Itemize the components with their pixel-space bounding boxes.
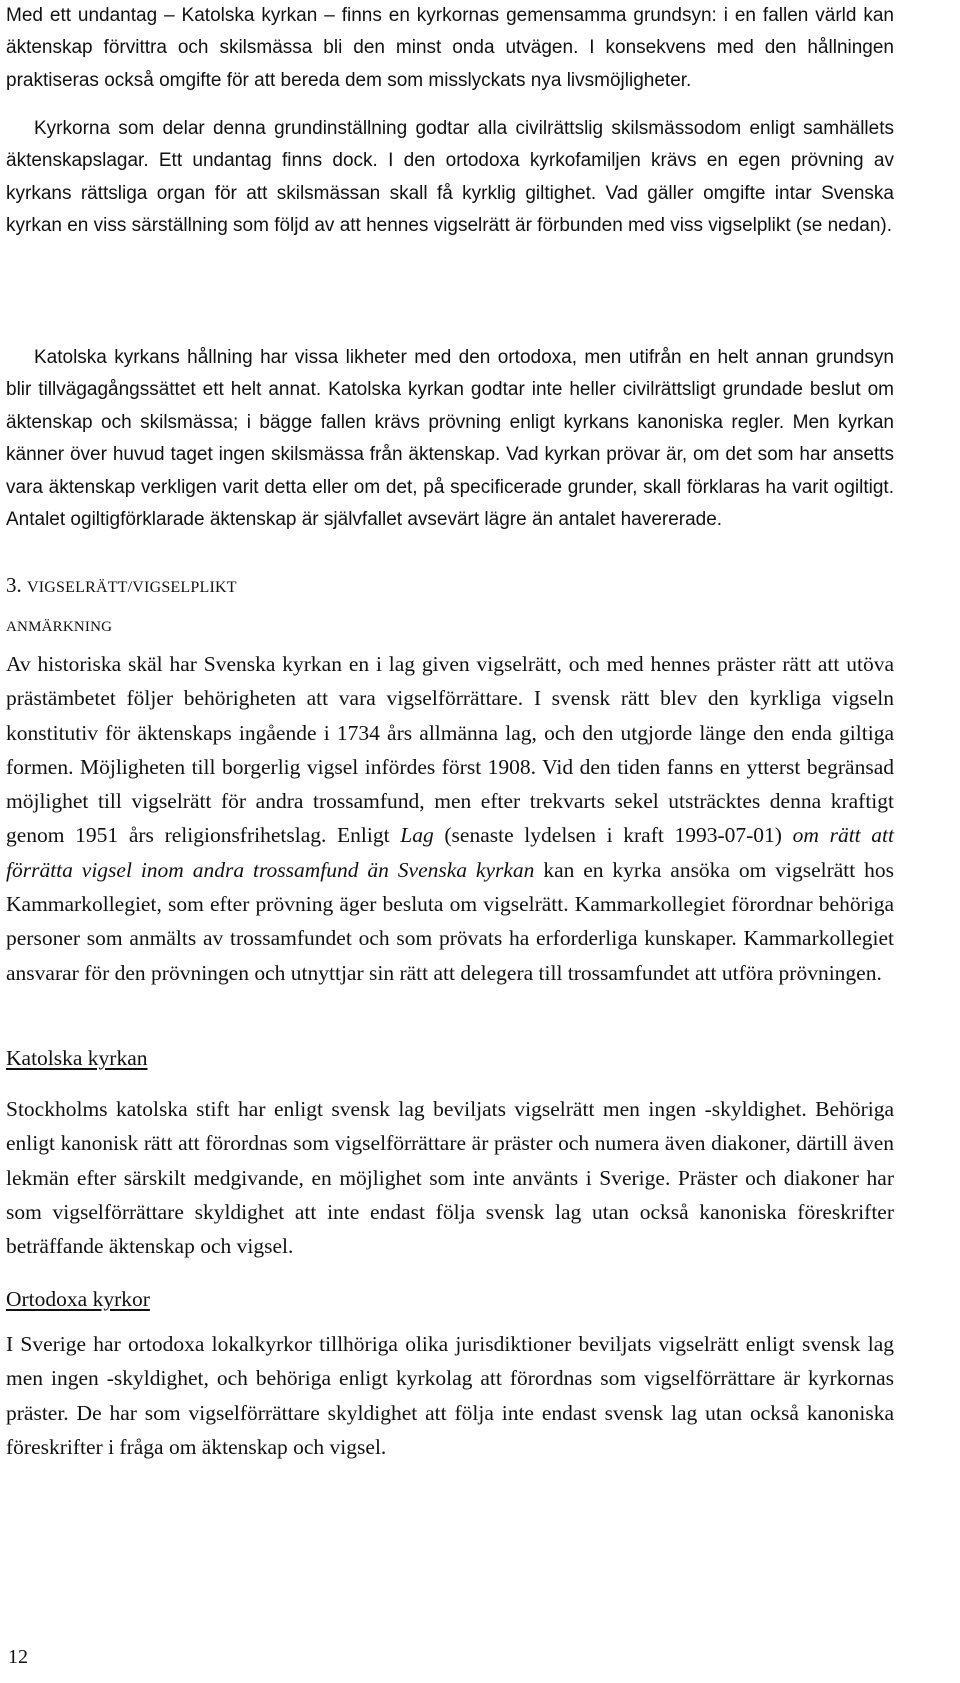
- paragraph-anmarkning: [6, 647, 894, 990]
- section-heading: [6, 573, 237, 598]
- note-label: ANMÄRKNING: [6, 619, 113, 635]
- paragraph-katolska-kyrkan: Stockholms katolska stift har enligt svensk lag beviljats vigselrätt men ingen -skyldighet. Behöriga enligt kanonisk rätt att förordnas som vigselförrättare är präster och numera även diakoner, därtill även lekmän efter särskilt medgivande, en möjlighet som inte använts i Sverige. Präster och diakoner har som vigselförrättare skyldighet att inte endast följa svensk lag utan också kanoniska föreskrifter beträffande äktenskap och vigsel.: [6, 1097, 894, 1259]
- anmarkning-text-3: kan en kyrka ansöka om vigselrätt hos Kammarkollegiet, som efter prövning äger besluta om vigselrätt. Kammarkollegiet förordnar behöriga personer som anmälts av trossamfundet och som prövats ha erforderliga kunskaper. Kammarkollegiet ansvarar för den prövningen och utnyttjar sin rätt att delegera till trossamfundet att utföra prövningen.: [6, 857, 894, 985]
- section-number: 3.: [6, 573, 22, 597]
- law-reference: Lag: [400, 823, 434, 848]
- section-title: VIGSELRÄTT/VIGSELPLIKT: [27, 579, 237, 596]
- anmarkning-text-1: Av historiska skäl har Svenska kyrkan en i lag given vigselrätt, och med hennes präster rätt att utöva prästämbetet följer behörigheten att vara vigselförrättare. I svensk rätt blev den kyrkliga vigseln konstitutiv för äktenskaps ingående i 1734 års allmänna lag, och den utgjorde länge den enda giltiga formen. Möjligheten till borgerlig vigsel infördes först 1908. Vid den tiden fanns en ytterst begränsad möjlighet till vigselrätt för andra trossamfund, men efter trekvarts sekel utsträcktes denna kraftigt genom 1951 års religionsfrihetslag. Enligt: [6, 652, 894, 848]
- subheading-katolska-kyrkan: Katolska kyrkan: [6, 1046, 148, 1070]
- law-title: om rätt att förrätta vigsel inom andra trossamfund än Svenska kyrkan: [6, 823, 894, 882]
- anmarkning-text-2: (senaste lydelsen i kraft 1993-07-01): [433, 823, 793, 848]
- paragraph-catholic-stance: Katolska kyrkans hållning har vissa likheter med den ortodoxa, men utifrån en helt annan grundsyn blir tillvägagångssättet ett helt annat. Katolska kyrkan godtar inte heller civilrättsligt grundade beslut om äktenskap och skilsmässa; i bägge fallen krävs prövning enligt kyrkans kanoniska regler. Men kyrkan känner över huvud taget ingen skilsmässa från äktenskap. Vad kyrkan prövar är, om det som har ansetts vara äktenskap verkligen varit detta eller om det, på specificerade grunder, skall förklaras ha varit ogiltigt. Antalet ogiltigförklarade äktenskap är självfallet avsevärt lägre än antalet havererade.: [6, 347, 894, 531]
- subheading-ortodoxa-kyrkor: Ortodoxa kyrkor: [6, 1287, 150, 1311]
- paragraph-civil-divorce: Kyrkorna som delar denna grundinställning godtar alla civilrättslig skilsmässodom enligt samhällets äktenskapslagar. Ett undantag finns dock. I den ortodoxa kyrkofamiljen krävs en egen prövning av kyrkans rättsliga organ för att skilsmässan skall få kyrklig giltighet. Vad gäller omgifte intar Svenska kyrkan en viss särställning som följd av att hennes vigselrätt är förbunden med viss vigselplikt (se nedan).: [6, 118, 894, 237]
- page-number: 12: [8, 1646, 28, 1668]
- paragraph-intro: Med ett undantag – Katolska kyrkan – finns en kyrkornas gemensamma grundsyn: i en fallen värld kan äktenskap förvittra och skilsmässa bli den minst onda utvägen. I konsekvens med den hållningen praktiseras också omgifte för att bereda dem som misslyckats nya livsmöjligheter.: [6, 5, 894, 91]
- paragraph-ortodoxa-kyrkor: I Sverige har ortodoxa lokalkyrkor tillhöriga olika jurisdiktioner beviljats vigselrätt enligt svensk lag men ingen -skyldighet, och behöriga enligt kyrkolag att förordnas som vigselförrättare är kyrkornas präster. De har som vigselförrättare skyldighet att följa inte endast svensk lag utan också kanoniska föreskrifter i fråga om äktenskap och vigsel.: [6, 1332, 894, 1459]
